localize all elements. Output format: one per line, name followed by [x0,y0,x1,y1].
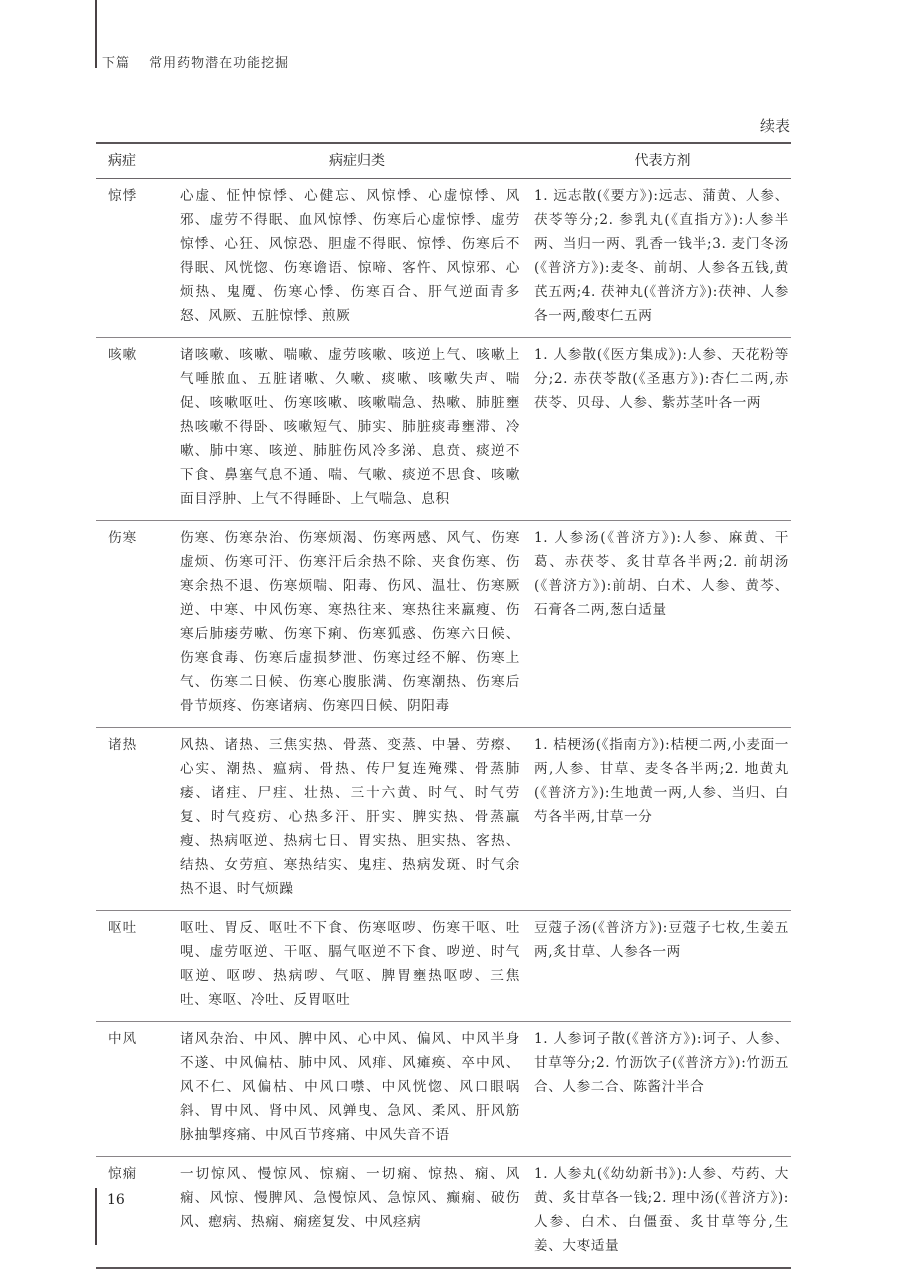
cell-formula: 1. 人参汤(《普济方》):人参、麻黄、干葛、赤茯苓、炙甘草各半两;2. 前胡汤(《普济方》):前胡、白术、人参、黄芩、石膏各二两,葱白适量 [534,521,791,728]
header-disease: 病症 [108,153,136,169]
table-row [96,521,791,728]
running-head-part: 下篇 [102,56,131,71]
cell-disease: 诸热 [96,728,180,911]
table-row [96,911,791,1022]
page-number: 16 [107,1192,125,1208]
cell-formula: 1. 桔梗汤(《指南方》):桔梗二两,小麦面一两,人参、甘草、麦冬各半两;2. 地黄丸(《普济方》):生地黄一两,人参、当归、白芍各半两,甘草一分 [534,728,791,911]
cell-disease: 惊痫 [96,1157,180,1269]
disease-formula-table [96,142,791,1269]
cell-formula: 1. 人参诃子散(《普济方》):诃子、人参、甘草等分;2. 竹沥饮子(《普济方》):竹沥五合、人参二合、陈酱汁半合 [534,1022,791,1157]
table-row [96,728,791,911]
cell-formula: 1. 人参丸(《幼幼新书》):人参、芍药、大黄、炙甘草各一钱;2. 理中汤(《普济方》):人参、白术、白僵蚕、炙甘草等分,生姜、大枣适量 [534,1157,791,1269]
bottom-margin-rule [95,1188,97,1245]
top-margin-rule [95,0,97,68]
table-row [96,1022,791,1157]
cell-disease: 中风 [96,1022,180,1157]
cell-disease: 咳嗽 [96,338,180,521]
running-head [102,52,289,71]
cell-disease: 惊悸 [96,179,180,338]
table-row [96,1157,791,1269]
cell-classification: 呕吐、胃反、呕吐不下食、伤寒呕哕、伤寒干呕、吐哯、虚劳呕逆、干呕、膈气呕逆不下食、哕逆、时气呕逆、呕哕、热病哕、气呕、脾胃壅热呕哕、三焦吐、寒呕、冷吐、反胃呕吐 [180,911,534,1022]
cell-formula: 豆蔻子汤(《普济方》):豆蔻子七枚,生姜五两,炙甘草、人参各一两 [534,911,791,1022]
cell-formula: 1. 远志散(《要方》):远志、蒲黄、人参、茯苓等分;2. 参乳丸(《直指方》):人参半两、当归一两、乳香一钱半;3. 麦门冬汤(《普济方》):麦冬、前胡、人参各五钱,黄芪五两;4. 茯神丸(《普济方》):茯神、人参各一两,酸枣仁五两 [534,179,791,338]
table-continuation-label: 续表 [759,117,790,135]
cell-disease: 伤寒 [96,521,180,728]
cell-classification: 诸风杂治、中风、脾中风、心中风、偏风、中风半身不遂、中风偏枯、肺中风、风痱、风瘫痪、卒中风、风不仁、风偏枯、中风口噤、中风恍惚、风口眼㖞斜、胃中风、肾中风、风亸曳、急风、柔风、肝风筋脉抽掣疼痛、中风百节疼痛、中风失音不语 [180,1022,534,1157]
table-row [96,338,791,521]
header-formula: 代表方剂 [634,153,691,169]
cell-classification: 一切惊风、慢惊风、惊痫、一切痫、惊热、痫、风痫、风惊、慢脾风、急慢惊风、急惊风、癫痫、破伤风、瘛病、热痫、痫瘥复发、中风痉病 [180,1157,534,1269]
cell-disease: 呕吐 [96,911,180,1022]
cell-classification: 诸咳嗽、咳嗽、喘嗽、虚劳咳嗽、咳逆上气、咳嗽上气唾脓血、五脏诸嗽、久嗽、痰嗽、咳嗽失声、喘促、咳嗽呕吐、伤寒咳嗽、咳嗽喘急、热嗽、肺脏壅热咳嗽不得卧、咳嗽短气、肺实、肺脏痰毒壅滞、冷嗽、肺中寒、咳逆、肺脏伤风冷多涕、息贲、痰逆不下食、鼻塞气息不通、喘、气嗽、痰逆不思食、咳嗽面目浮肿、上气不得睡卧、上气喘急、息积 [180,338,534,521]
header-classification: 病症归类 [329,153,385,169]
cell-classification: 风热、诸热、三焦实热、骨蒸、变蒸、中暑、劳瘵、心实、潮热、瘟病、骨热、传尸复连殗殜、骨蒸肺痿、诸疰、尸疰、壮热、三十六黄、时气、时气劳复、时气疫疠、心热多汗、肝实、脾实热、骨蒸羸瘦、热病呕逆、热病七日、胃实热、胆实热、客热、结热、女劳疸、寒热结实、鬼疰、热病发斑、时气余热不退、时气烦躁 [180,728,534,911]
table-header-row [96,143,791,179]
running-head-title: 常用药物潜在功能挖掘 [149,56,290,71]
cell-classification: 心虚、怔忡惊悸、心健忘、风惊悸、心虚惊悸、风邪、虚劳不得眠、血风惊悸、伤寒后心虚惊悸、虚劳惊悸、心狂、风惊恐、胆虚不得眠、惊悸、伤寒后不得眠、风恍惚、伤寒谵语、惊啼、客忤、风惊邪、心烦热、鬼魇、伤寒心悸、伤寒百合、肝气逆面青多怒、风厥、五脏惊悸、煎厥 [180,179,534,338]
table-row [96,179,791,338]
cell-formula: 1. 人参散(《医方集成》):人参、天花粉等分;2. 赤茯苓散(《圣惠方》):杏仁二两,赤茯苓、贝母、人参、紫苏茎叶各一两 [534,338,791,521]
cell-classification: 伤寒、伤寒杂治、伤寒烦渴、伤寒两感、风气、伤寒虚烦、伤寒可汗、伤寒汗后余热不除、夹食伤寒、伤寒余热不退、伤寒烦喘、阳毒、伤风、温壮、伤寒厥逆、中寒、中风伤寒、寒热往来、寒热往来羸瘦、伤寒后肺痿劳嗽、伤寒下痢、伤寒狐惑、伤寒六日候、伤寒食毒、伤寒后虚损梦泄、伤寒过经不解、伤寒上气、伤寒二日候、伤寒心腹胀满、伤寒潮热、伤寒后骨节烦疼、伤寒诸病、伤寒四日候、阴阳毒 [180,521,534,728]
